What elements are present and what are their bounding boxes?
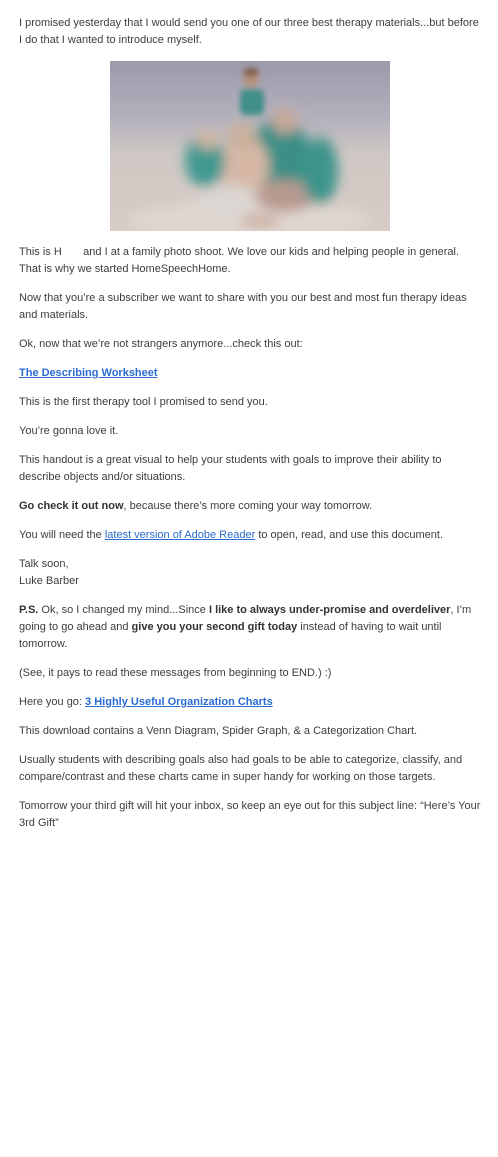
- check-it-out-bold: Go check it out now: [19, 500, 124, 512]
- blurred-family-image: [110, 61, 390, 231]
- handout-paragraph: This handout is a great visual to help your students with goals to improve their ability to describe objects and/or situations.: [19, 454, 442, 483]
- organization-charts-link[interactable]: [85, 696, 273, 708]
- ps-text-2: , I’m going to go ahead and: [19, 604, 472, 633]
- adobe-reader-paragraph: [19, 527, 481, 544]
- check-it-out-rest: , because there’s more coming your way tomorrow.: [123, 500, 373, 512]
- first-tool-paragraph: This is the first therapy tool I promised to send you.: [19, 396, 268, 408]
- download-paragraph: This download contains a Venn Diagram, Spider Graph, & a Categorization Chart.: [19, 725, 418, 737]
- reader-pre-text: You will need the: [19, 529, 105, 541]
- worksheet-link-text: The Describing Worksheet: [19, 367, 158, 379]
- signoff-paragraph: [19, 556, 481, 590]
- photo-container: [19, 61, 481, 231]
- photo-caption: This is H and I at a family photo shoot. We love our kids and helping people in general. That is why we started HomeSpeechHome.: [19, 246, 460, 275]
- tomorrow-paragraph: Tomorrow your third gift will hit your inbox, so keep an eye out for this subject line: “Here’s Your 3rd Gift”: [19, 800, 481, 829]
- charts-link-text: 3 Highly Useful Organization Charts: [85, 696, 273, 708]
- family-photo: [110, 61, 390, 231]
- worksheet-paragraph: [19, 365, 481, 382]
- talk-soon: Talk soon,: [19, 558, 69, 570]
- reader-post-text: to open, read, and use this document.: [255, 529, 444, 541]
- ps-text-1: Ok, so I changed my mind...Since: [38, 604, 209, 616]
- describing-worksheet-link[interactable]: [19, 367, 158, 379]
- usually-paragraph: Usually students with describing goals also had goals to be able to categorize, classify, and compare/contrast and these charts came in super handy for working on those targets.: [19, 754, 463, 783]
- intro-paragraph: I promised yesterday that I would send you one of our three best therapy materials...but before I do that I wanted to introduce myself.: [19, 17, 479, 46]
- ps-bold-1: I like to always under-promise and overdeliver: [208, 604, 451, 616]
- here-you-go-text: Here you go:: [19, 696, 86, 708]
- ps-bold-2: give you your second gift today: [131, 621, 298, 633]
- ps-text-3: instead of having to wait until tomorrow.: [19, 621, 442, 650]
- love-it-paragraph: You’re gonna love it.: [19, 425, 119, 437]
- signature: Luke Barber: [19, 575, 79, 587]
- adobe-reader-link[interactable]: latest version of Adobe Reader: [104, 529, 256, 541]
- ps-label: P.S.: [19, 604, 39, 616]
- not-strangers-paragraph: Ok, now that we’re not strangers anymore...check this out:: [19, 338, 303, 350]
- see-pays-paragraph: (See, it pays to read these messages from beginning to END.) :): [19, 667, 332, 679]
- email-body: [19, 15, 481, 844]
- subscriber-paragraph: Now that you’re a subscriber we want to share with you our best and most fun therapy ideas and materials.: [19, 292, 467, 321]
- ps-paragraph: [19, 602, 481, 653]
- check-it-out-paragraph: [19, 498, 481, 515]
- here-you-go-paragraph: [19, 694, 481, 711]
